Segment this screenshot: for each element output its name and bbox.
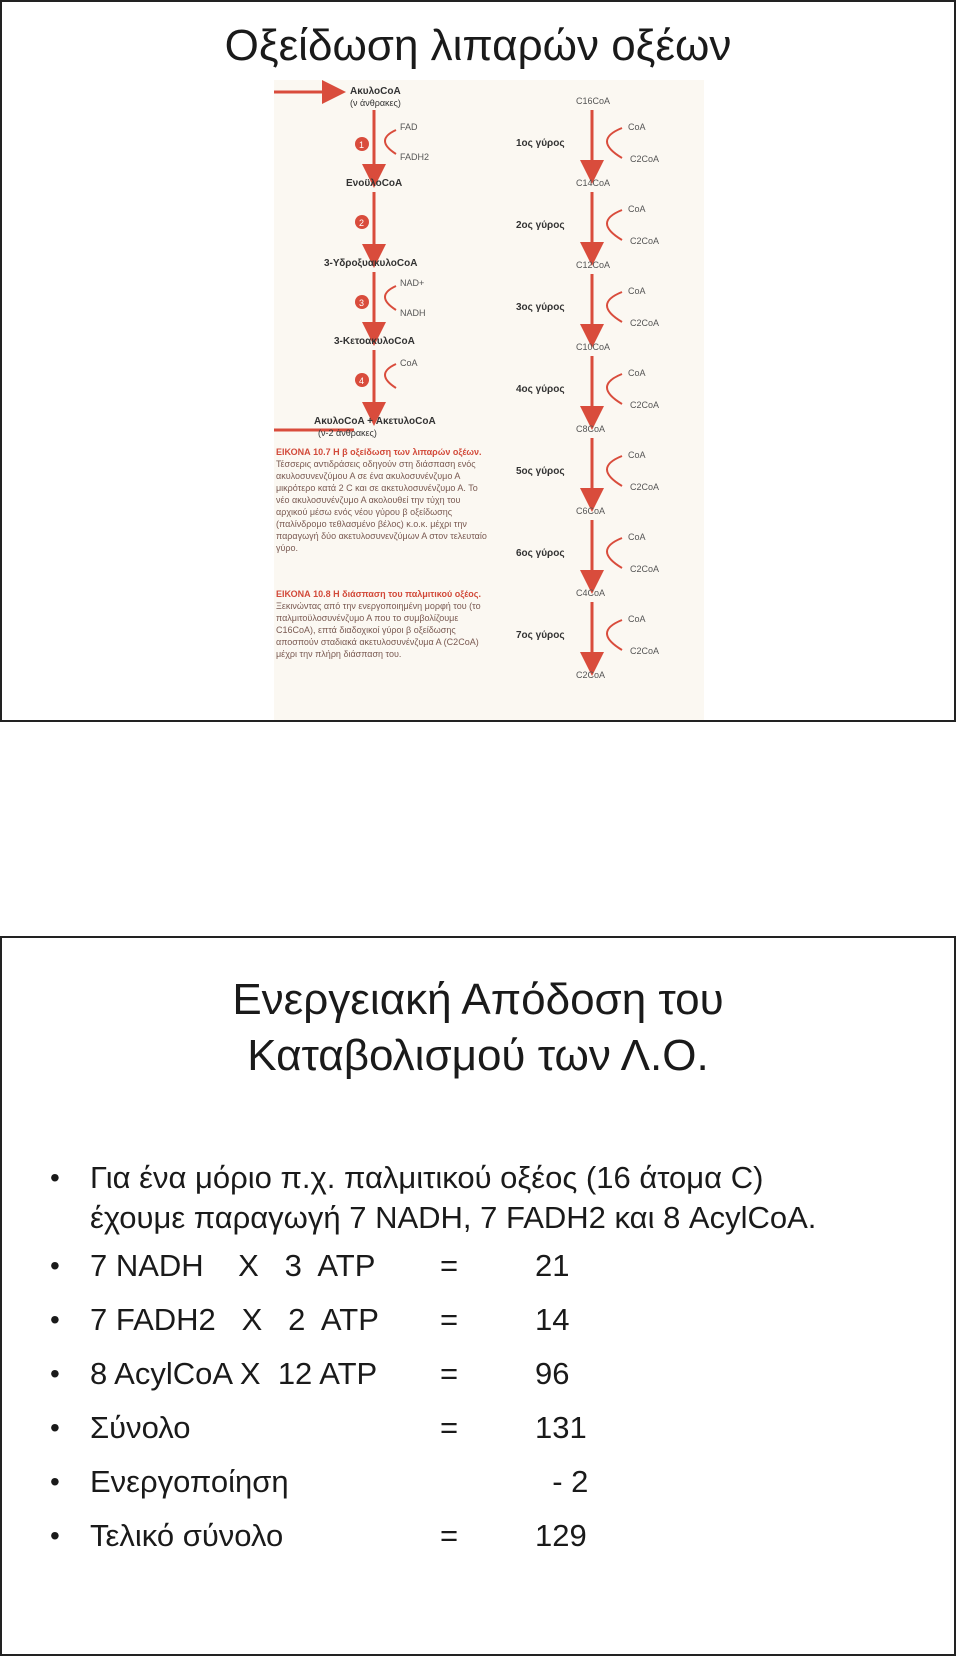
round-branch-arrow [607,374,622,404]
round-branch-arrow [607,128,622,158]
keto-label: 3-ΚετοακυλοCoA [334,336,415,347]
row-label: Σύνολο [90,1410,191,1445]
row-value: - 2 [535,1464,589,1499]
row-value: 131 [535,1410,587,1445]
bullet-row [50,1516,930,1556]
intro-bullet [50,1158,930,1238]
caption1-body: Τέσσερις αντιδράσεις οδηγούν στη διάσπαση ενός ακυλοσυνενζύμου Α σε ένα ακυλοσυνένζυμο Α μικρότερο κατά 2 C και σε ακετυλοσυνένζυμο Α. Το νέο ακυλοσυνένζυμο Α ακολουθεί την τύχη του αρχικού μέσω ενός νέου γύρου β οξείδωσης (παλίνδρομο τεθλασμένο βέλος) κ.ο.κ. μέχρι την παραγωγή δύο ακετυλοσυνενζύμων Α στον τελευταίο γύρο. [276,459,487,553]
row-label: Ενεργοποίηση [90,1464,289,1499]
final-c2coa-label: C2CoA [576,670,606,680]
enoyl-label: ΕνοϋλοCoA [346,178,403,189]
round-c2coa-label: C2CoA [630,482,660,492]
bullet-row [50,1462,930,1502]
round-label: 6ος γύρος [516,548,565,559]
row-equals: = [440,1248,459,1283]
row-label: Τελικό σύνολο [90,1518,284,1553]
intro-line2: έχουμε παραγωγή 7 NADH, 7 FADH2 και 8 AcylCoA. [90,1200,817,1235]
step4-number: 4 [359,376,365,386]
slide-energy-yield [0,936,956,1656]
beta-oxidation-figure [274,80,704,720]
row-label: 7 FADH2 X 2 ATP [90,1302,379,1337]
round-branch-arrow [607,538,622,568]
products-label: ΑκυλοCoA + ΑκετυλοCoA [314,416,436,427]
step3-side-arrow [385,286,396,310]
round-c2coa-label: C2CoA [630,564,660,574]
fad-label: FAD [400,122,418,132]
round-top-label: C8CoA [576,424,606,434]
round-c2coa-label: C2CoA [630,400,660,410]
row-equals: = [440,1356,459,1391]
round-c2coa-label: C2CoA [630,154,660,164]
row-label: 8 AcylCoA X 12 ATP [90,1356,378,1391]
slide2-title-line2: Καταβολισμού των Λ.Ο. [247,1031,709,1080]
row-label: 7 NADH X 3 ATP [90,1248,376,1283]
round-top-label: C12CoA [576,260,611,270]
row-value: 21 [535,1248,570,1283]
caption2-body: Ξεκινώντας από την ενεργοποιημένη μορφή του (το παλμιτοϋλοσυνένζυμο Α που το συμβολίζουμε C16CoA), επτά διαδοχικοί γύροι β οξείδωσης αποσπούν σταδιακά ακετυλοσυνένζυμα Α (C2CoA) μέχρι την πλήρη διάσπαση του. [276,601,481,659]
round-top-label: C10CoA [576,342,611,352]
intro-line1: Για ένα μόριο π.χ. παλμιτικού οξέος (16 άτομα C) [90,1160,764,1195]
step1-number: 1 [359,140,365,150]
caption-figure-10-7 [276,446,492,554]
caption2-heading: ΕΙΚΟΝΑ 10.8 Η διάσπαση του παλμιτικού οξέος. [276,589,481,599]
row-value: 96 [535,1356,570,1391]
round-label: 5ος γύρος [516,466,565,477]
round-label: 4ος γύρος [516,384,565,395]
step3-number: 3 [359,298,365,308]
step2-number: 2 [359,218,365,228]
fadh2-label: FADH2 [400,152,430,162]
round-coa-label: CoA [628,450,646,460]
round-top-label: C4CoA [576,588,606,598]
nad-label: NAD+ [400,278,425,288]
round-label: 3ος γύρος [516,302,565,313]
round-coa-label: CoA [628,286,646,296]
bullet-row [50,1300,930,1340]
caption1-heading: ΕΙΚΟΝΑ 10.7 Η β οξείδωση των λιπαρών οξέων. [276,447,482,457]
round-coa-label: CoA [628,204,646,214]
slide-beta-oxidation [0,0,956,722]
products-sub: (ν-2 άνθρακες) [318,428,377,438]
round-c2coa-label: C2CoA [630,318,660,328]
rounds-column [516,96,659,680]
row-equals: = [440,1518,459,1553]
round-coa-label: CoA [628,614,646,624]
round-c2coa-label: C2CoA [630,236,660,246]
round-c2coa-label: C2CoA [630,646,660,656]
slide1-title: Οξείδωση λιπαρών οξέων [224,21,732,70]
caption-figure-10-8 [276,588,492,660]
bullet-row [50,1408,930,1448]
round-top-label: C14CoA [576,178,611,188]
bullet-row [50,1246,930,1286]
energy-bullet-list [50,1158,930,1570]
round-label: 2ος γύρος [516,220,565,231]
row-equals: = [440,1410,459,1445]
step4-side-arrow [385,364,396,388]
row-equals: = [440,1302,459,1337]
acyl-top-label: ΑκυλοCoA [350,86,401,97]
coa-label: CoA [400,358,418,368]
round-label: 7ος γύρος [516,630,565,641]
round-branch-arrow [607,620,622,650]
slide2-title-line1: Ενεργειακή Απόδοση του [232,975,724,1024]
round-branch-arrow [607,292,622,322]
round-coa-label: CoA [628,368,646,378]
round-label: 1ος γύρος [516,138,565,149]
round-branch-arrow [607,210,622,240]
row-value: 14 [535,1302,570,1337]
round-coa-label: CoA [628,532,646,542]
round-coa-label: CoA [628,122,646,132]
hydroxy-label: 3-ΥδροξυακυλοCoA [324,258,418,269]
bullet-row [50,1354,930,1394]
round-branch-arrow [607,456,622,486]
row-value: 129 [535,1518,587,1553]
slide2-title [2,972,954,1084]
round-top-label: C16CoA [576,96,611,106]
step1-side-arrow [385,130,396,154]
nadh-label: NADH [400,308,426,318]
acyl-top-sub: (ν άνθρακες) [350,98,401,108]
round-top-label: C6CoA [576,506,606,516]
